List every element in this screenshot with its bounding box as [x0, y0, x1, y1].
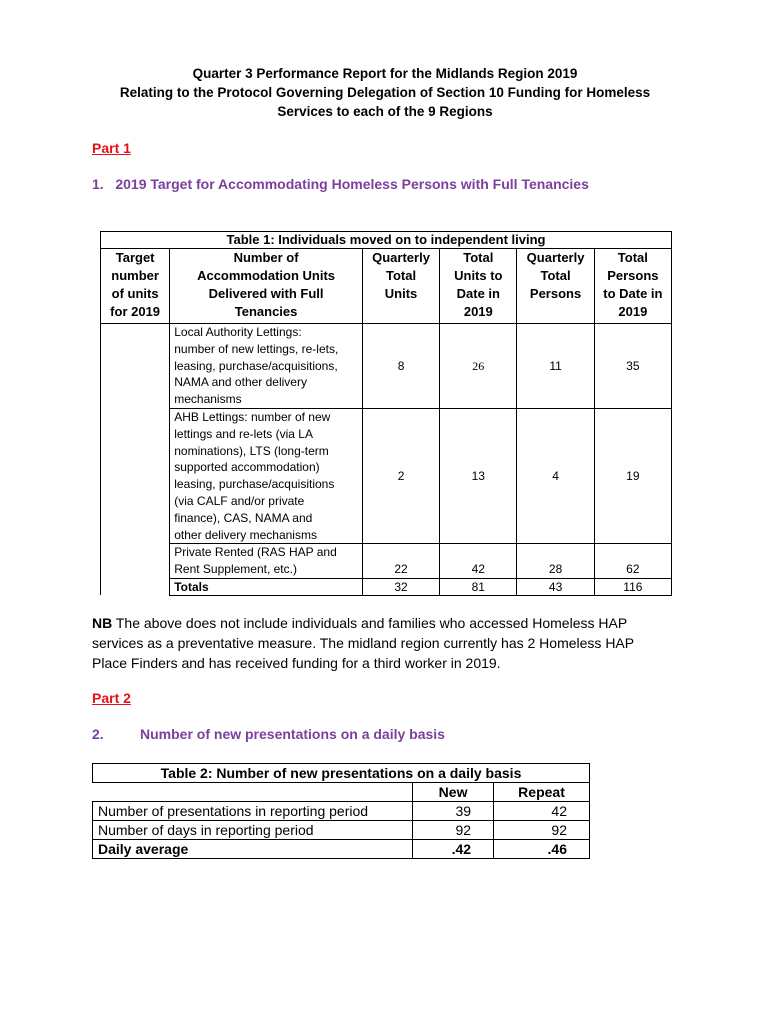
part-2-label: Part 2: [92, 690, 131, 706]
totals-label: Totals: [170, 578, 363, 595]
quarterly-persons-total: 43: [517, 578, 594, 595]
daily-average-label: Daily average: [93, 840, 413, 859]
header-target: Target number of units for 2019: [101, 249, 170, 324]
row-description: AHB Lettings: number of new lettings and re-lets (via LA nominations), LTS (long-term supported accommodation) leasing, purchase/acquisitions (via CALF and/or private finance), CAS, NAMA and other delivery mechanisms: [170, 408, 363, 543]
part-1-label: Part 1: [92, 140, 131, 156]
nb-note: [92, 613, 670, 673]
title-line-1: Quarter 3 Performance Report for the Midlands Region 2019: [192, 66, 578, 81]
table-1-caption: Table 1: Individuals moved on to independent living: [101, 232, 672, 249]
header-quarterly-persons: Quarterly Total Persons: [517, 249, 594, 324]
row-label: Number of days in reporting period: [93, 821, 413, 840]
daily-average-repeat: .46: [494, 840, 590, 859]
table-row: [101, 544, 672, 579]
row-description: Private Rented (RAS HAP and Rent Supplement, etc.): [170, 544, 363, 579]
header-quarterly-units: Quarterly Total Units: [362, 249, 439, 324]
table-1-header-row: [101, 249, 672, 324]
row-description: Local Authority Lettings: number of new lettings, re-lets, leasing, purchase/acquisitions, NAMA and other delivery mechanisms: [170, 324, 363, 409]
target-cell: [101, 324, 170, 596]
header-total-persons: Total Persons to Date in 2019: [594, 249, 671, 324]
quarterly-units-total: 32: [362, 578, 439, 595]
nb-text: The above does not include individuals and families who accessed Homeless HAP services as a preventative measure. The midland region currently has 2 Homeless HAP Place Finders and has received funding for a third worker in 2019.: [92, 615, 634, 671]
section-1-heading: 1. 2019 Target for Accommodating Homeless Persons with Full Tenancies: [92, 176, 589, 192]
row-label: Number of presentations in reporting period: [93, 802, 413, 821]
total-units-value: 26: [440, 324, 517, 409]
table-1: [100, 231, 672, 596]
table-row: [93, 802, 590, 821]
title-line-2: Relating to the Protocol Governing Delegation of Section 10 Funding for Homeless: [119, 85, 651, 100]
header-total-units: Total Units to Date in 2019: [440, 249, 517, 324]
header-new: New: [413, 783, 494, 802]
total-persons-value: 62: [594, 544, 671, 579]
title-line-3: Services to each of the 9 Regions: [277, 104, 493, 119]
quarterly-units-value: 2: [362, 408, 439, 543]
totals-row: [101, 578, 672, 595]
quarterly-persons-value: 11: [517, 324, 594, 409]
header-repeat: Repeat: [494, 783, 590, 802]
quarterly-units-value: 8: [362, 324, 439, 409]
total-persons-total: 116: [594, 578, 671, 595]
quarterly-persons-value: 4: [517, 408, 594, 543]
total-units-value: 13: [440, 408, 517, 543]
header-accommodation-units: Number of Accommodation Units Delivered with Full Tenancies: [170, 249, 363, 324]
daily-average-row: [93, 840, 590, 859]
new-value: 92: [413, 821, 494, 840]
total-units-total: 81: [440, 578, 517, 595]
report-title: [60, 64, 710, 121]
table-2-caption: Table 2: Number of new presentations on a daily basis: [93, 764, 590, 783]
table-row: [93, 821, 590, 840]
table-row: [101, 324, 672, 409]
table-row: [101, 408, 672, 543]
total-units-value: 42: [440, 544, 517, 579]
header-blank: [93, 783, 413, 802]
total-persons-value: 19: [594, 408, 671, 543]
repeat-value: 42: [494, 802, 590, 821]
quarterly-units-value: 22: [362, 544, 439, 579]
table-2: [92, 763, 590, 859]
daily-average-new: .42: [413, 840, 494, 859]
new-value: 39: [413, 802, 494, 821]
table-2-header-row: [93, 783, 590, 802]
nb-label: NB: [92, 615, 113, 631]
total-persons-value: 35: [594, 324, 671, 409]
repeat-value: 92: [494, 821, 590, 840]
section-2-heading: Number of new presentations on a daily basis: [140, 726, 445, 742]
quarterly-persons-value: 28: [517, 544, 594, 579]
section-2-number: 2.: [92, 726, 104, 742]
